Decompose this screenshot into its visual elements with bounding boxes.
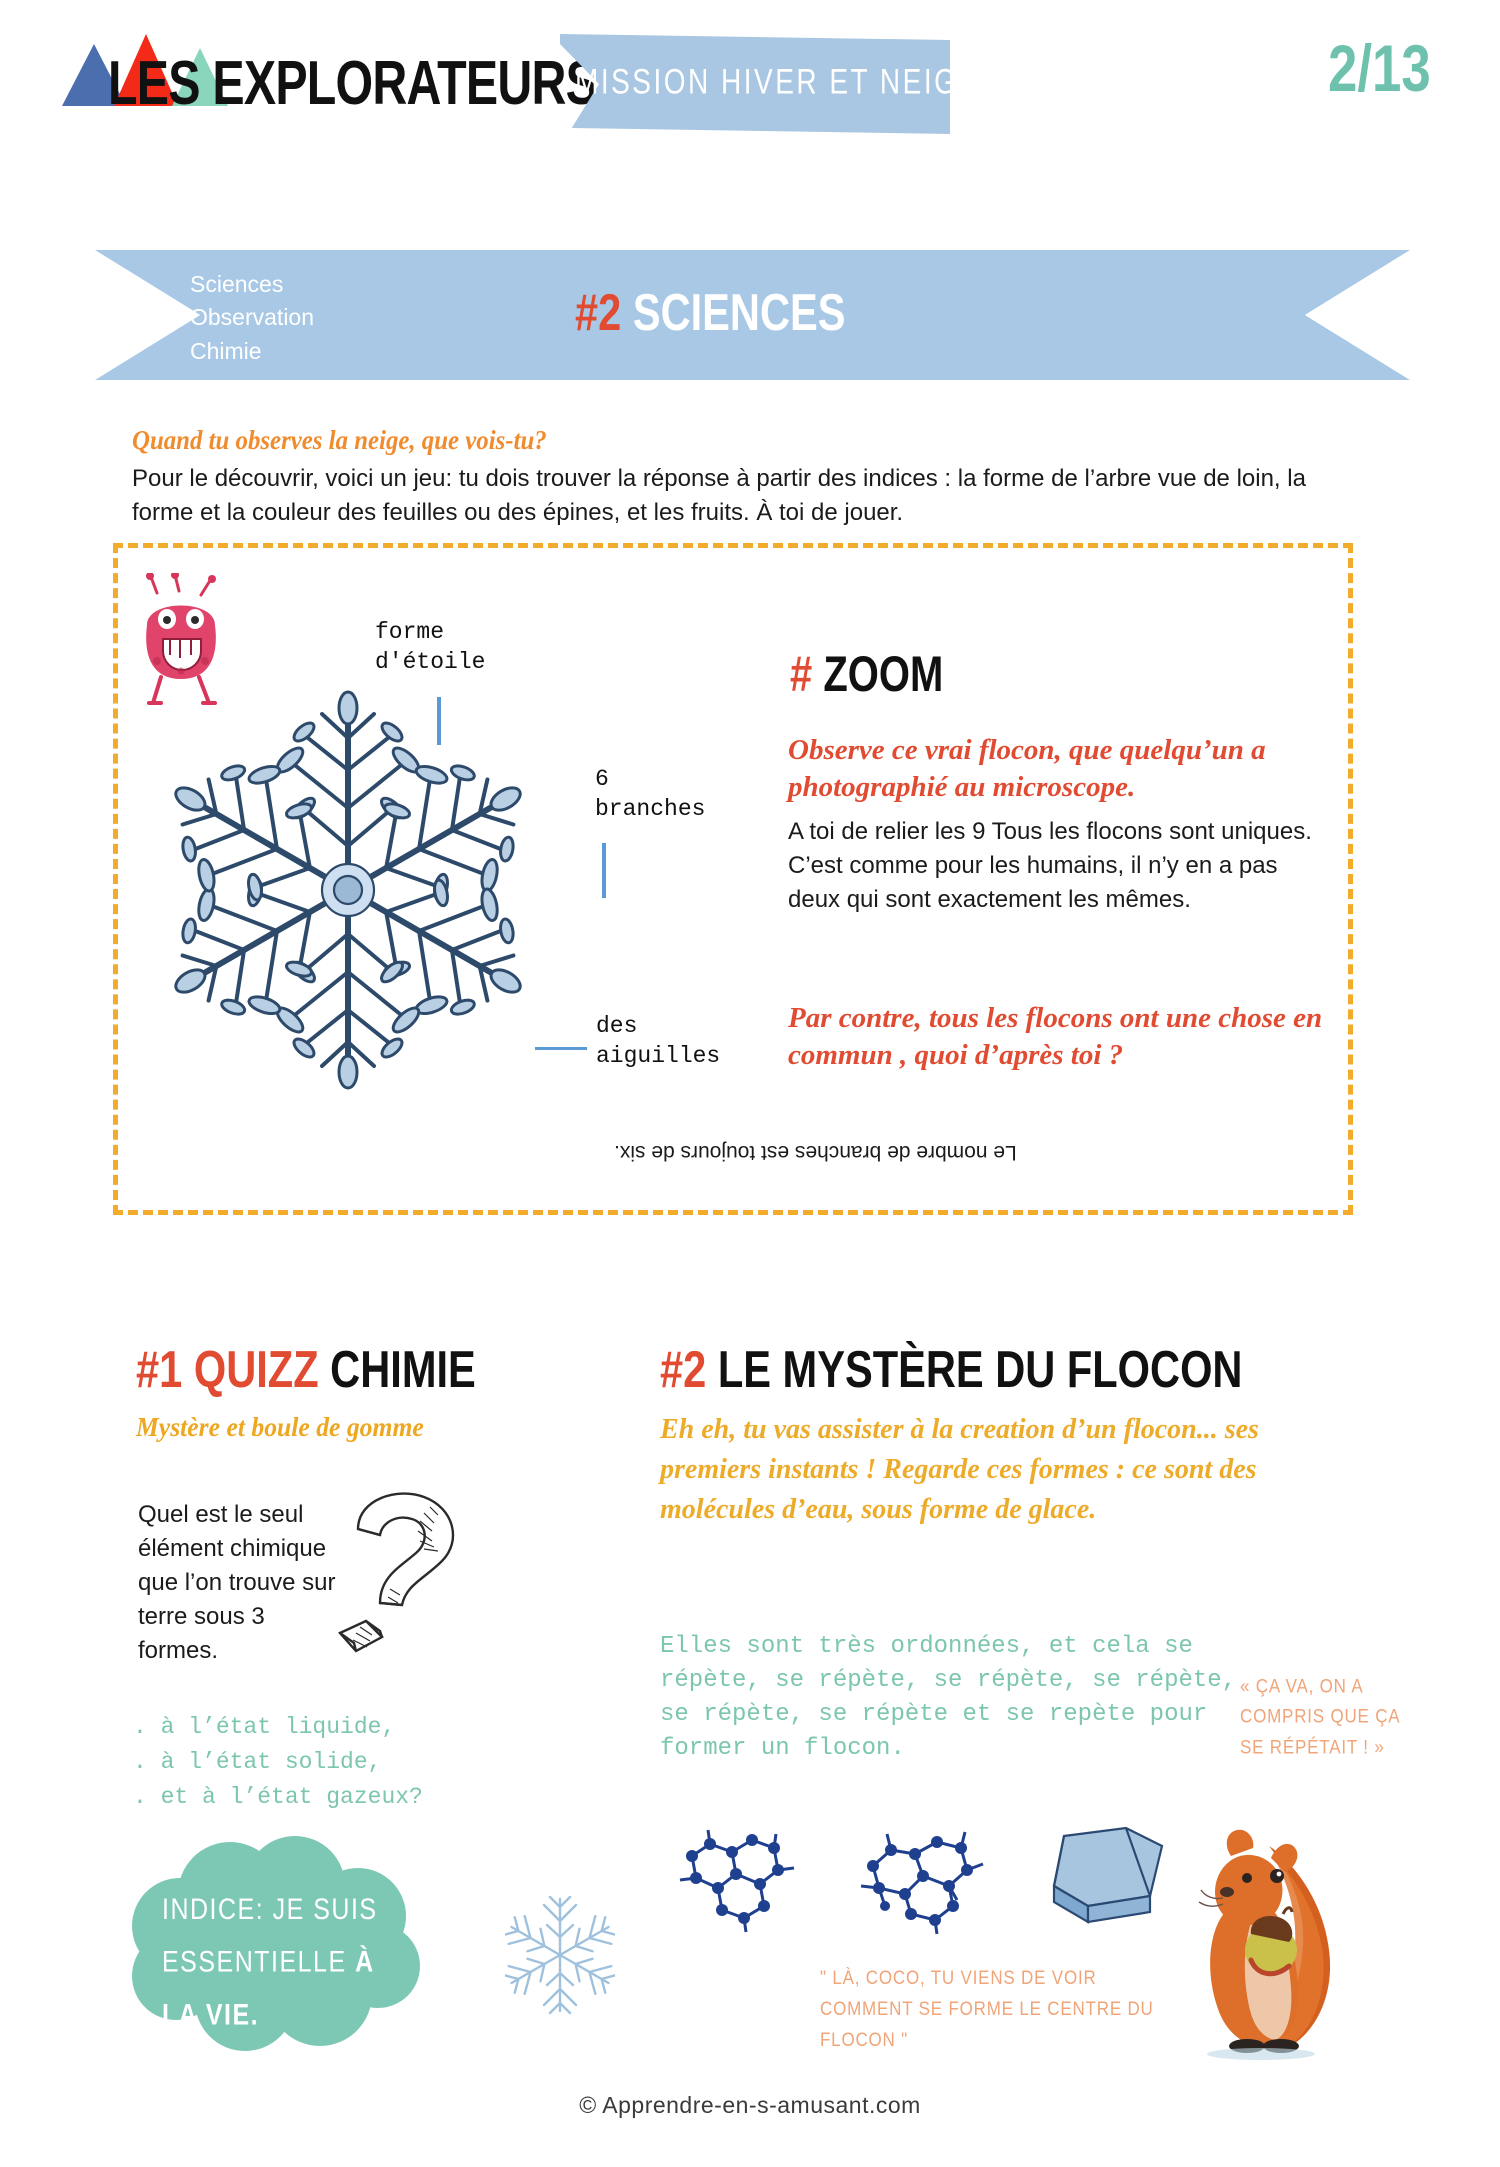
hint-line-2 [162,1937,402,2042]
mystere-heading [660,1340,1242,1400]
banner-title-number: #2 [575,284,622,342]
zoom-heading [790,645,943,703]
mystere-green-text: Elles sont très ordonnées, et cela se répète, se répète, se répète, se répète, se répète, se répète et se repète pour former un flocon. [660,1633,1237,1763]
quizz-subtitle: Mystère et boule de gomme [136,1412,424,1442]
mystere-heading-red: #2 [660,1341,707,1399]
brand-title: LES EXPLORATEURS [108,49,598,118]
label-forme-line1: forme [375,619,445,645]
mystere-heading-black: LE MYSTÈRE DU FLOCON [706,1341,1243,1399]
quizz-heading [136,1340,476,1400]
quizz-options [133,1710,463,1815]
label-des-aiguilles [596,1012,720,1072]
label-six-branches [595,765,705,825]
label-forme-etoile [375,618,485,678]
mission-ribbon-label: MISSION HIVER ET NEIGE [575,62,980,101]
hint-line-2-bold: À LA VIE. [162,1944,375,2031]
quizz-option-gazeux: . et à l’état gazeux? [133,1783,423,1810]
hint-line-1: INDICE: JE SUIS [162,1892,378,1926]
label-branches-line2: branches [595,795,706,822]
zoom-red-question: Par contre, tous les flocons ont une chose en commun , quoi d’après toi ? [788,1002,1323,1072]
banner-tag-sciences: Sciences [190,271,284,297]
quizz-option-liquide: . à l’état liquide, [133,1714,396,1740]
intro-paragraph: Pour le découvrir, voici un jeu: tu dois trouver la réponse à partir des indices : la forme de l’arbre vue de loin, la forme et la couleur des feuilles ou des épines, et les fruits. À toi de jouer. [132,465,1306,527]
mystere-subtitle: Eh eh, tu vas assister à la creation d’un flocon... ses premiers instants ! Regarde ces formes : ce sont des molécules d’eau, sous forme de glace. [660,1414,1259,1525]
zoom-heading-word: ZOOM [812,646,944,702]
snowflake-photo [168,680,528,1100]
banner-title [575,283,846,343]
zoom-upside-down-answer: Le nombre de branches est toujours de six. [614,1141,1017,1164]
squirrel-speech-bubble: « ÇA VA, ON A COMPRIS QUE ÇA SE RÉPÉTAIT ! » [1240,1675,1400,1758]
molecule-hexagon-lattice-flat [660,1820,820,1940]
zoom-red-intro: Observe ce vrai flocon, que quelqu’un a photographié au microscope. [788,734,1266,804]
label-branches-line1: 6 [595,766,609,792]
intro-heading: Quand tu observes la neige, que vois-tu? [132,425,547,455]
leader-line-aiguilles [535,1047,587,1050]
quizz-heading-red: #1 QUIZZ [136,1341,319,1399]
quizz-question: Quel est le seul élément chimique que l’on trouve sur terre sous 3 formes. [138,1501,336,1665]
label-aiguilles-line1: des [596,1013,638,1039]
footer-credit: © Apprendre-en-s-amusant.com [579,2092,921,2118]
label-forme-line2: d'étoile [375,648,486,675]
banner-title-word: SCIENCES [621,284,846,342]
zoom-body-text: A toi de relier les 9 Tous les flocons sont uniques. C’est comme pour les humains, il n’y en a pas deux qui sont exactement les mêmes. [788,818,1312,914]
banner-tag-chimie: Chimie [190,337,262,364]
page-header [0,0,1500,200]
leader-line-branches [602,843,606,898]
hint-line-2-normal: ESSENTIELLE [162,1944,356,1979]
squirrel-caption: " LÀ, COCO, TU VIENS DE VOIR COMMENT SE FORME LE CENTRE DU FLOCON " [820,1966,1154,2051]
banner-tag-observation: Observation [190,304,315,331]
molecule-hexagon-lattice-angled [845,1820,1005,1940]
quizz-heading-black: CHIMIE [318,1341,476,1399]
zoom-heading-hash: # [790,646,813,702]
quizz-option-solide: . à l’état solide, [133,1748,382,1775]
hexagonal-ice-prism [1030,1810,1180,1940]
squirrel-illustration [1165,1800,1345,2060]
label-aiguilles-line2: aiguilles [596,1042,721,1069]
mini-snowflake-icon [505,1890,615,2020]
page-number: 2/13 [1328,31,1431,105]
question-mark-doodle-icon [320,1485,500,1685]
hint-cloud-text [162,1884,402,2042]
leader-line-forme [437,697,441,745]
banner-tag-list [190,268,314,368]
